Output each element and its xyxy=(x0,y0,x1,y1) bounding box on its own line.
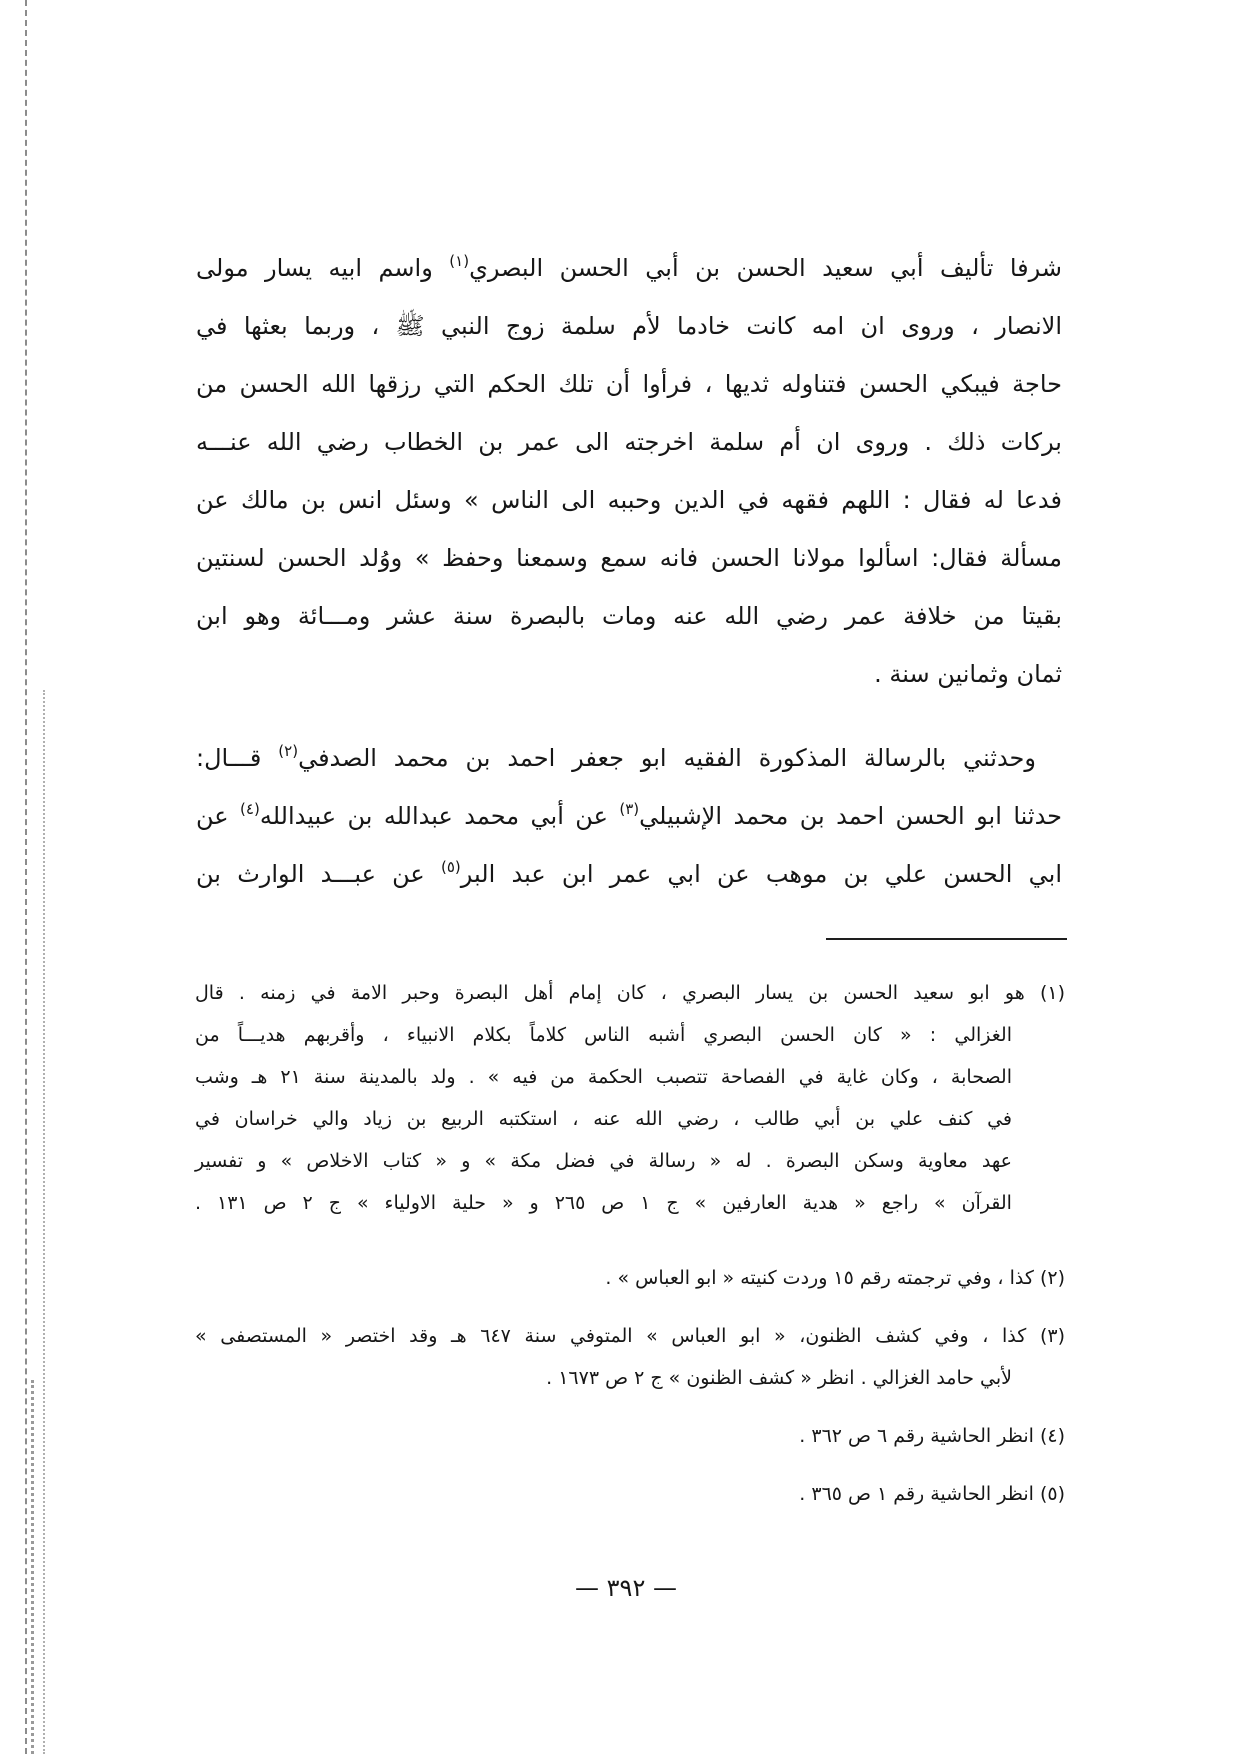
footnote-ref-marker: (٤) xyxy=(240,800,260,818)
text-line: ثمان وثمانين سنة . xyxy=(874,660,1062,688)
text-line xyxy=(196,239,1062,297)
page-number: — ٣٩٢ — xyxy=(575,1574,677,1602)
text-segment: عن أبي محمد عبدالله بن عبيدالله xyxy=(259,802,608,830)
text-line: فدعا له فقال : اللهم فقهه في الدين وحببه الى الناس » وسئل انس بن مالك عن xyxy=(196,486,1062,514)
footnote-line xyxy=(195,1315,1065,1357)
text-line: بقيتا من خلافة عمر رضي الله عنه ومات بالبصرة سنة عشر ومـــائة وهو ابن xyxy=(196,602,1062,630)
text-line: بركات ذلك . وروى ان أم سلمة اخرجته الى عمر بن الخطاب رضي الله عنـــه xyxy=(196,428,1062,456)
footnote-line: الغزالي : « كان الحسن البصري أشبه الناس كلاماً بكلام الانبياء ، وأقربهم هديـــاً من xyxy=(195,1024,1012,1046)
text-segment: وحدثني بالرسالة المذكورة الفقيه ابو جعفر احمد بن محمد الصدفي xyxy=(298,744,1036,772)
footnote-2 xyxy=(195,1257,1065,1299)
text-line xyxy=(196,787,1062,845)
text-segment: قـــال: xyxy=(196,744,262,772)
footnote-5 xyxy=(195,1473,1065,1515)
text-line: الانصار ، وروى ان امه كانت خادما لأم سلمة زوج النبي ﷺ ، وربما بعثها في xyxy=(196,312,1062,340)
footnote-number: (١) xyxy=(1039,982,1065,1004)
scan-edge-artifact xyxy=(31,1380,34,1754)
footnote-number: (٢) xyxy=(1039,1267,1065,1289)
text-segment: واسم ابيه يسار مولى xyxy=(196,254,433,282)
text-segment: ابي الحسن علي بن موهب عن ابي عمر ابن عبد البر xyxy=(460,860,1062,888)
footnote-ref-marker: (٣) xyxy=(619,800,640,818)
main-text xyxy=(196,239,1062,903)
footnote-4 xyxy=(195,1415,1065,1457)
footnote-ref-marker: (١) xyxy=(449,252,470,270)
text-line xyxy=(196,845,1062,903)
paragraph-1 xyxy=(196,239,1062,703)
text-segment: عن xyxy=(196,802,229,830)
scan-edge-artifact xyxy=(25,0,27,1754)
footnote-number: (٣) xyxy=(1039,1325,1065,1347)
footnote-ref-marker: (٢) xyxy=(278,742,299,760)
footnote-text: انظر الحاشية رقم ١ ص ٣٦٥ . xyxy=(799,1483,1034,1505)
footnote-number: (٤) xyxy=(1039,1425,1065,1447)
text-segment: شرفا تأليف أبي سعيد الحسن بن أبي الحسن البصري xyxy=(469,254,1062,282)
footnote-line: الصحابة ، وكان غاية في الفصاحة تتصبب الحكمة من فيه » . ولد بالمدينة سنة ٢١ هـ وشب xyxy=(195,1066,1013,1088)
footnotes xyxy=(195,972,1065,1515)
footnote-line xyxy=(195,1415,1065,1457)
footnote-separator-rule xyxy=(826,938,1067,940)
footnote-number: (٥) xyxy=(1039,1483,1065,1505)
text-line: مسألة فقال: اسألوا مولانا الحسن فانه سمع وسمعنا وحفظ » ووُلد الحسن لسنتين xyxy=(196,544,1062,572)
footnote-ref-marker: (٥) xyxy=(441,858,461,876)
footnote-line: عهد معاوية وسكن البصرة . له « رسالة في فضل مكة » و « كتاب الاخلاص » و تفسير xyxy=(195,1150,1012,1172)
footnote-text: كذا ، وفي ترجمته رقم ١٥ وردت كنيته « ابو العباس » . xyxy=(605,1267,1034,1289)
text-line: حاجة فيبكي الحسن فتناوله ثديها ، فرأوا أن تلك الحكم التي رزقها الله الحسن من xyxy=(196,370,1062,398)
text-line xyxy=(196,729,1062,787)
footnote-line xyxy=(195,1473,1065,1515)
footnote-text: انظر الحاشية رقم ٦ ص ٣٦٢ . xyxy=(799,1425,1034,1447)
footnote-1 xyxy=(195,972,1065,1224)
text-segment: حدثنا ابو الحسن احمد بن محمد الإشبيلي xyxy=(639,802,1062,830)
footnote-line xyxy=(195,972,1065,1014)
scan-edge-artifact xyxy=(43,690,45,1754)
footnote-line: القرآن » راجع « هدية العارفين » ج ١ ص ٢٦٥ و « حلية الاولياء » ج ٢ ص ١٣١ . xyxy=(195,1192,1012,1214)
footnote-text: كذا ، وفي كشف الظنون، « ابو العباس » المتوفي سنة ٦٤٧ هـ وقد اختصر « المستصفى » xyxy=(195,1325,1027,1347)
footnote-line xyxy=(195,1257,1065,1299)
text-segment: عن عبـــد الوارث بن xyxy=(196,860,425,888)
footnote-3 xyxy=(195,1315,1065,1399)
paragraph-2 xyxy=(196,729,1062,903)
footnote-text: هو ابو سعيد الحسن بن يسار البصري ، كان إمام أهل البصرة وحبر الامة في زمنه . قال xyxy=(195,982,1025,1004)
footnote-line: لأبي حامد الغزالي . انظر « كشف الظنون » ج ٢ ص ١٦٧٣ . xyxy=(546,1367,1012,1389)
footnote-line: في كنف علي بن أبي طالب ، رضي الله عنه ، استكتبه الربيع بن زياد والي خراسان في xyxy=(195,1108,1012,1130)
